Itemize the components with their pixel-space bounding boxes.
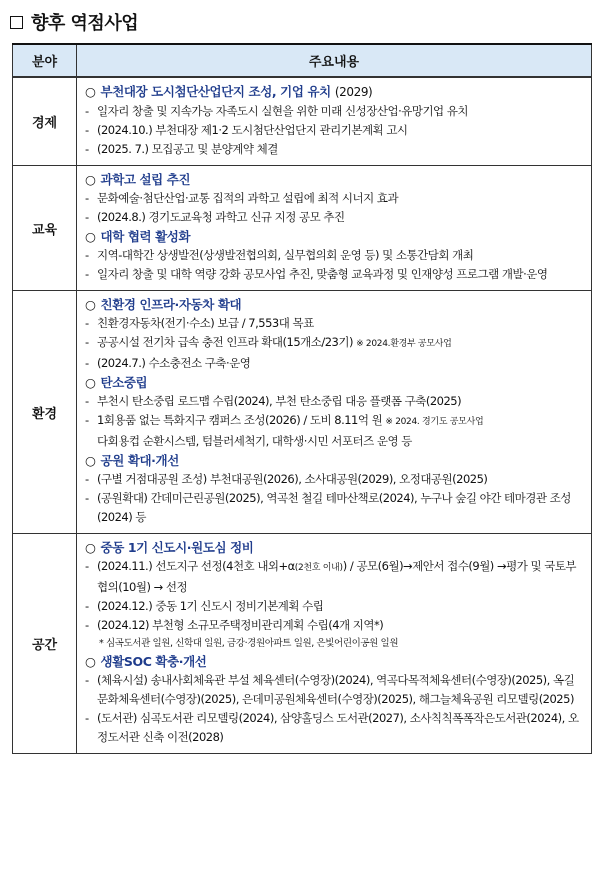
checkbox-icon xyxy=(10,16,23,29)
list-item: - 부천시 탄소중립 로드맵 수립(2024), 부천 탄소중립 대응 플랫폼 구축(2025) xyxy=(85,394,462,408)
circle-bullet-icon: ○ xyxy=(85,297,96,312)
content-cell xyxy=(77,534,592,754)
category-cell: 경제 xyxy=(13,77,77,166)
list-item: - 지역-대학간 상생발전(상생발전협의회, 실무협의회 운영 등) 및 소통간담회 개최 xyxy=(85,248,474,262)
list-item: - (구별 거점대공원 조성) 부천대공원(2026), 소사대공원(2029), 오정대공원(2025) xyxy=(85,472,488,486)
content-cell xyxy=(77,166,592,291)
list-item: - (2024.12.) 중동 1기 신도시 정비기본계획 수립 xyxy=(85,599,324,613)
category-cell: 공간 xyxy=(13,534,77,754)
section-heading: ○ 친환경 인프라·자동차 확대 xyxy=(85,297,242,312)
list-item: - (2024.8.) 경기도교육청 과학고 신규 지정 공모 추진 xyxy=(85,210,345,224)
circle-bullet-icon: ○ xyxy=(85,453,96,468)
category-cell: 교육 xyxy=(13,166,77,291)
plan-table xyxy=(12,43,592,754)
list-item: - 일자리 창출 및 지속가능 자족도시 실현을 위한 미래 신성장산업·유망기업 유치 xyxy=(85,104,469,118)
list-item: - (2025. 7.) 모집공고 및 분양계약 체결 xyxy=(85,142,278,156)
list-item: - 공공시설 전기차 급속 충전 인프라 확대(15개소/23기) ※ 2024.환경부 공모사업 xyxy=(85,335,452,349)
footnote: * 심곡도서관 일원, 신학대 일원, 금강·경원아파트 일원, 은빛어린이공원 일원 xyxy=(99,638,399,649)
list-item: - (2024.11.) 선도지구 선정(4천호 내외+α(2천호 이내)) / 공모(6월)→제안서 접수(9월) →평가 및 국토부 협의(10월) → 선정 xyxy=(85,559,577,594)
circle-bullet-icon: ○ xyxy=(85,540,96,555)
row-environment xyxy=(13,291,592,534)
section-heading: ○ 공원 확대·개선 xyxy=(85,453,179,468)
section-heading: ○ 생활SOC 확충·개선 xyxy=(85,654,207,669)
section-heading: ○ 과학고 설립 추진 xyxy=(85,172,191,187)
item-note: ※ 2024. 경기도 공모사업 xyxy=(385,417,484,427)
list-item: - (체육시설) 송내사회체육관 부설 체육센터(수영장)(2024), 역곡다목적체육센터(수영장)(2025), 옥길문화체육센터(수영장)(2025), 은데미공원체육센터(수영장)(2025), 해그늘체육공원 리모델링(2025) xyxy=(85,673,575,706)
content-cell xyxy=(77,77,592,166)
page-title xyxy=(10,9,138,35)
section-heading: ○ 부천대장 도시첨단산업단지 조성, 기업 유치 (2029) xyxy=(85,84,373,99)
row-education xyxy=(13,166,592,291)
section-heading: ○ 대학 협력 활성화 xyxy=(85,229,191,244)
content-cell xyxy=(77,291,592,534)
list-item: - (2024.10.) 부천대장 제1·2 도시첨단산업단지 관리기본계획 고시 xyxy=(85,123,408,137)
circle-bullet-icon: ○ xyxy=(85,375,96,390)
list-item: - 문화예술·첨단산업·교통 집적의 과학고 설립에 최적 시너지 효과 xyxy=(85,191,399,205)
list-item: - (공원확대) 간데미근린공원(2025), 역곡천 철길 테마산책로(2024), 누구나 숲길 야간 테마경관 조성(2024) 등 xyxy=(85,491,571,524)
row-space xyxy=(13,534,592,754)
table-header-row xyxy=(13,44,592,77)
category-cell: 환경 xyxy=(13,291,77,534)
list-item: - 1회용품 없는 특화지구 캠퍼스 조성(2026) / 도비 8.11억 원 ※ 2024. 경기도 공모사업 다회용컵 순환시스템, 텀블러세척기, 대학생·시민 서포터즈 운영 등 xyxy=(85,413,484,448)
list-item: - 일자리 창출 및 대학 역량 강화 공모사업 추진, 맞춤형 교육과정 및 인재양성 프로그램 개발·운영 xyxy=(85,267,548,281)
circle-bullet-icon: ○ xyxy=(85,172,96,187)
item-note: (2천호 이내) xyxy=(294,563,343,573)
section-year: (2029) xyxy=(334,85,373,99)
circle-bullet-icon: ○ xyxy=(85,654,96,669)
page-title-text: 향후 역점사업 xyxy=(31,13,139,34)
list-item: - (2024.7.) 수소충전소 구축·운영 xyxy=(85,356,251,370)
list-item: - (2024.12) 부천형 소규모주택정비관리계획 수립(4개 지역*) xyxy=(85,618,384,632)
circle-bullet-icon: ○ xyxy=(85,84,96,99)
row-economy xyxy=(13,77,592,166)
section-heading: ○ 탄소중립 xyxy=(85,375,148,390)
item-note: ※ 2024.환경부 공모사업 xyxy=(356,339,452,349)
list-item: - (도서관) 심곡도서관 리모델링(2024), 삼양홀딩스 도서관(2027), 소사칙칙폭폭작은도서관(2024), 오정도서관 신축 이전(2028) xyxy=(85,711,579,744)
circle-bullet-icon: ○ xyxy=(85,229,96,244)
header-content: 주요내용 xyxy=(77,44,592,77)
header-category: 분야 xyxy=(13,44,77,77)
section-heading: ○ 중동 1기 신도시·원도심 정비 xyxy=(85,540,254,555)
item-continuation: 다회용컵 순환시스템, 텀블러세척기, 대학생·시민 서포터즈 운영 등 xyxy=(97,434,412,448)
list-item: - 친환경자동차(전기·수소) 보급 / 7,553대 목표 xyxy=(85,316,314,330)
